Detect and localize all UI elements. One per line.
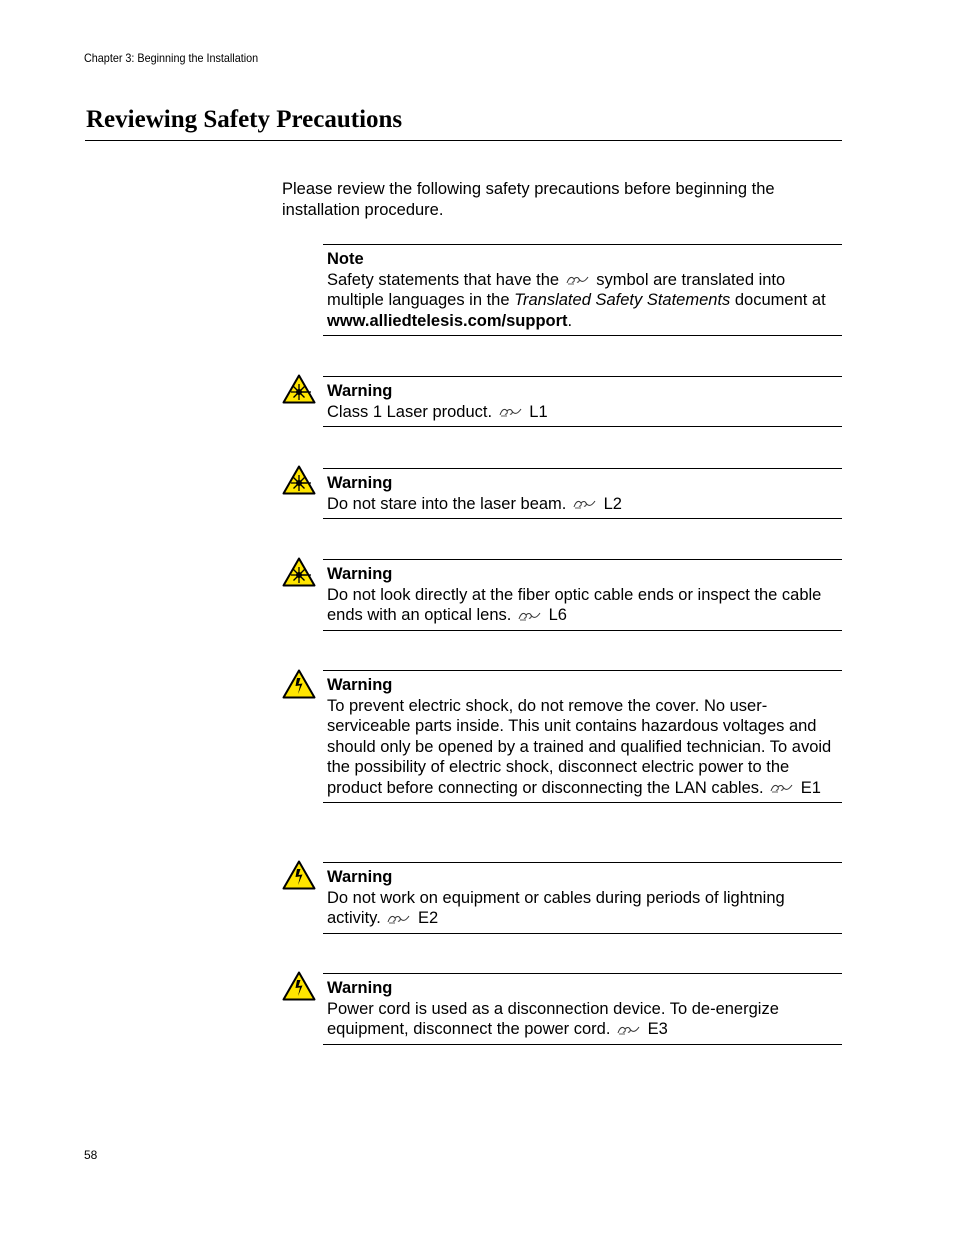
translation-symbol-icon xyxy=(770,782,794,794)
warning-text: Do not stare into the laser beam. L2 xyxy=(327,494,622,513)
translation-symbol-icon xyxy=(617,1024,641,1036)
note-box xyxy=(323,244,842,336)
warning-text: To prevent electric shock, do not remove the cover. No user-serviceable parts inside. This unit contains hazardous voltages and should only be opened by a trained and qualified technician. To avoid the possibility of electric shock, disconnect electric power to the product before connecting or disconnecting the LAN cables. E1 xyxy=(327,696,832,797)
page-title: Reviewing Safety Precautions xyxy=(86,106,403,133)
warning-box xyxy=(323,376,842,427)
warning-code: L2 xyxy=(603,494,622,513)
laser-hazard-icon xyxy=(282,374,316,404)
warning-text: Do not look directly at the fiber optic cable ends or inspect the cable ends with an optical lens. L6 xyxy=(327,585,822,624)
electrical-hazard-icon xyxy=(282,971,316,1001)
warning-box xyxy=(323,670,842,803)
warning-label: Warning xyxy=(327,676,393,694)
warning-label: Warning xyxy=(327,565,393,583)
note-text: Safety statements that have the symbol are translated into multiple languages in the Translated Safety Statements document at www.alliedtelesis.com/support. xyxy=(327,270,826,330)
translation-symbol-icon xyxy=(499,406,523,418)
translated-safety-statements-title: Translated Safety Statements xyxy=(514,291,731,309)
warning-code: E1 xyxy=(800,778,821,797)
warning-code: L6 xyxy=(548,606,567,624)
warning-code: E3 xyxy=(647,1020,668,1038)
electrical-hazard-icon xyxy=(282,669,316,699)
warning-text: Power cord is used as a disconnection device. To de-energize equipment, disconnect the power cord. E3 xyxy=(327,999,779,1038)
warning-label: Warning xyxy=(327,474,393,492)
warning-label: Warning xyxy=(327,979,393,997)
translation-symbol-icon xyxy=(518,610,542,622)
warning-box xyxy=(323,559,842,631)
laser-hazard-icon xyxy=(282,557,316,587)
warning-code: L1 xyxy=(529,402,548,421)
laser-hazard-icon xyxy=(282,465,316,495)
electrical-hazard-icon xyxy=(282,860,316,890)
warning-code: E2 xyxy=(417,909,439,927)
title-rule xyxy=(85,140,842,141)
support-url: www.alliedtelesis.com/support xyxy=(327,311,568,330)
warning-label: Warning xyxy=(327,382,393,400)
warning-label: Warning xyxy=(327,868,393,886)
warning-box xyxy=(323,973,842,1045)
running-head: Chapter 3: Beginning the Installation xyxy=(84,51,259,65)
intro-paragraph: Please review the following safety precautions before beginning the installation procedure. xyxy=(282,180,775,219)
warning-text: Class 1 Laser product. L1 xyxy=(327,402,548,421)
translation-symbol-icon xyxy=(573,498,597,510)
page-number: 58 xyxy=(84,1148,98,1162)
translation-symbol-icon xyxy=(387,913,411,925)
warning-box xyxy=(323,468,842,519)
translation-symbol-icon xyxy=(566,274,590,286)
note-label: Note xyxy=(327,250,364,268)
warning-text: Do not work on equipment or cables during periods of lightning activity. E2 xyxy=(327,888,785,927)
warning-box xyxy=(323,862,842,934)
